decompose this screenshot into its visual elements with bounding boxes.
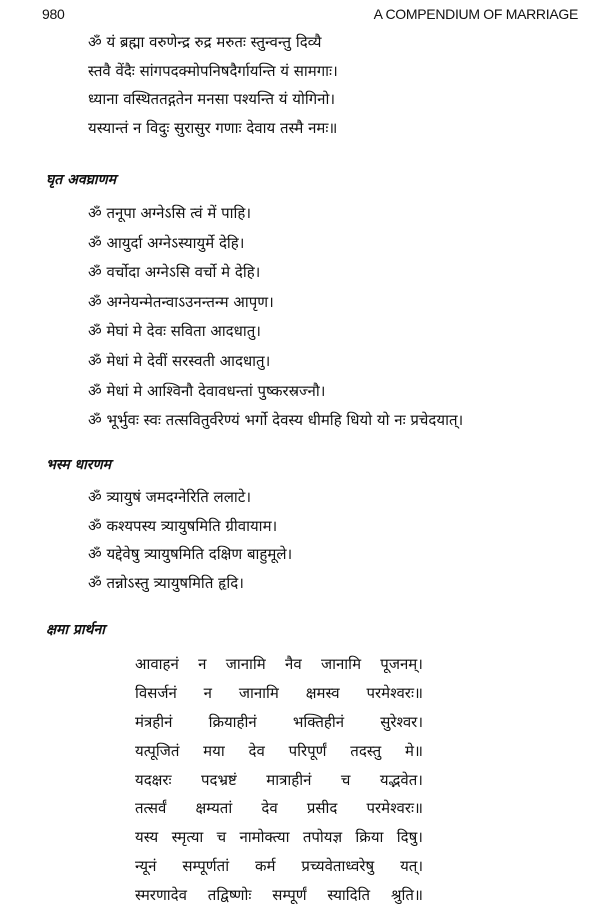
verse-word: जानामि (238, 684, 279, 703)
section-heading-bhasma: भस्म धारणम (46, 457, 111, 473)
verse-word: नामोक्त्या (239, 828, 290, 847)
verse-line (135, 765, 423, 794)
verse-word: च (216, 828, 227, 847)
verse-line: यस्यान्तं न विदुः सुरासुर गणाः देवाय तस्मै नमः॥ (88, 118, 338, 137)
verse-word: क्रिया (355, 828, 384, 847)
verse-word: क्षमस्व (305, 684, 340, 703)
verse-word: देव (261, 799, 278, 818)
ghrita-mantras (88, 199, 463, 436)
verse-word: तदस्तु (350, 741, 382, 760)
verse-word: कर्म (255, 856, 276, 875)
verse-word: प्रसीद (306, 799, 338, 818)
verse-word: पूजनम्। (380, 655, 423, 674)
verse-word: भक्तिहीनं (292, 712, 345, 731)
mantra-line: ॐ मेघां मे देवः सविता आदधातु। (88, 322, 261, 341)
verse-line (135, 679, 423, 708)
bhasma-mantras (88, 483, 292, 597)
verse-word: विसर्जनं (135, 684, 177, 703)
verse-word: नैव (285, 655, 302, 674)
mantra-line: ॐ तनूपा अग्नेऽसि त्वं में पाहि। (88, 204, 252, 222)
verse-line (135, 823, 423, 852)
verse-word: यत्पूजितं (135, 741, 180, 760)
verse-word: सुरेश्वर। (380, 712, 423, 731)
verse-word: च (340, 770, 351, 789)
verse-word: मया (203, 741, 225, 760)
verse-word: मात्राहीनं (266, 770, 312, 789)
verse-word: न्यूनं (135, 856, 157, 875)
verse-word: दिषु। (396, 828, 423, 847)
verse-line (135, 708, 423, 737)
verse-word: परिपूर्णं (288, 741, 327, 760)
mantra-line: ॐ भूर्भुवः स्वः तत्सवितुर्वरेण्यं भर्गो देवस्य धीमहि धियो यो नः प्रचेदयात्। (88, 411, 464, 430)
mantra-line: ॐ त्र्यायुषं जमदग्नेरिति ललाटे। (88, 488, 252, 506)
verse-word: सम्पूर्णतां (182, 856, 230, 875)
mantra-line: ॐ मेधां मे आश्विनौ देवावधन्तां पुष्करस्रज्नौ। (88, 381, 326, 400)
running-title: A COMPENDIUM OF MARRIAGE (373, 6, 578, 22)
page-number: 980 (42, 6, 65, 22)
verse-word: परमेश्वरः॥ (366, 684, 423, 703)
mantra-line: ॐ यद्देवेषु त्र्यायुषमिति दक्षिण बाहुमूले। (88, 545, 293, 563)
verse-word: क्रियाहीनं (208, 712, 257, 731)
mantra-line: ॐ मेधां मे देवीं सरस्वती आदधातु। (88, 351, 271, 370)
kshama-prarthana-verse (135, 650, 423, 909)
verse-word: प्रच्यवेताध्वरेषु (301, 856, 375, 875)
verse-word: यस्य (135, 828, 159, 847)
verse-word: पदभ्रष्टं (201, 770, 237, 789)
verse-word: तद्विष्णोः (207, 885, 252, 904)
verse-word: स्यादिति (327, 885, 371, 904)
verse-line (135, 650, 423, 679)
verse-line: ध्याना वस्थिततद्गतेन मनसा पश्यन्ति यं योगिनो। (88, 90, 336, 108)
verse-word: स्मरणादेव (135, 885, 187, 904)
verse-word: क्षम्यतां (195, 799, 233, 818)
verse-word: मंत्रहीनं (135, 712, 173, 731)
verse-word: श्रुति॥ (390, 885, 423, 904)
verse-word: यदक्षरः (135, 770, 172, 789)
verse-line (135, 880, 423, 909)
verse-word: सम्पूर्णं (272, 885, 307, 904)
verse-word: स्मृत्या (171, 828, 204, 847)
mantra-line: ॐ अग्नेयन्मेतन्वाऽउनन्तन्म आपृण। (88, 292, 274, 311)
opening-verse (88, 28, 338, 142)
mantra-line: ॐ कश्यपस्य त्र्यायुषमिति ग्रीवायाम। (88, 516, 278, 535)
verse-word: देव (248, 741, 265, 760)
verse-word: तपोयज्ञ (302, 828, 343, 847)
verse-line: ॐ यं ब्रह्मा वरुणेन्द्र रुद्र मरुतः स्तुन्वन्तु दिव्यै (88, 33, 322, 51)
mantra-line: ॐ आयुर्दा अग्नेऽस्यायुर्मे देहि। (88, 233, 245, 252)
verse-word: न (203, 684, 212, 703)
verse-line (135, 736, 423, 765)
verse-word: परमेश्वरः॥ (366, 799, 423, 818)
section-heading-kshama: क्षमा प्रार्थना (46, 622, 105, 638)
verse-word: आवाहनं (135, 655, 179, 674)
verse-word: यद्भवेत। (379, 770, 423, 789)
verse-word: जानामि (225, 655, 266, 674)
verse-word: जानामि (320, 655, 362, 674)
verse-word: न (198, 655, 207, 674)
mantra-line: ॐ तन्नोऽस्तु त्र्यायुषमिति हृदि। (88, 573, 244, 592)
section-heading-ghrita: घृत अवघ्राणम (46, 172, 117, 188)
verse-word: यत्। (400, 856, 423, 875)
mantra-line: ॐ वर्चोदा अग्नेऽसि वर्चो मे देहि। (88, 263, 261, 282)
verse-line (135, 852, 423, 881)
verse-line (135, 794, 423, 823)
verse-line: स्तवै वेंदैः सांगपदक्मोपनिषदैर्गायन्ति यं सामगाः। (88, 61, 338, 80)
verse-word: तत्सर्वं (135, 799, 167, 818)
verse-word: मे॥ (404, 741, 423, 760)
